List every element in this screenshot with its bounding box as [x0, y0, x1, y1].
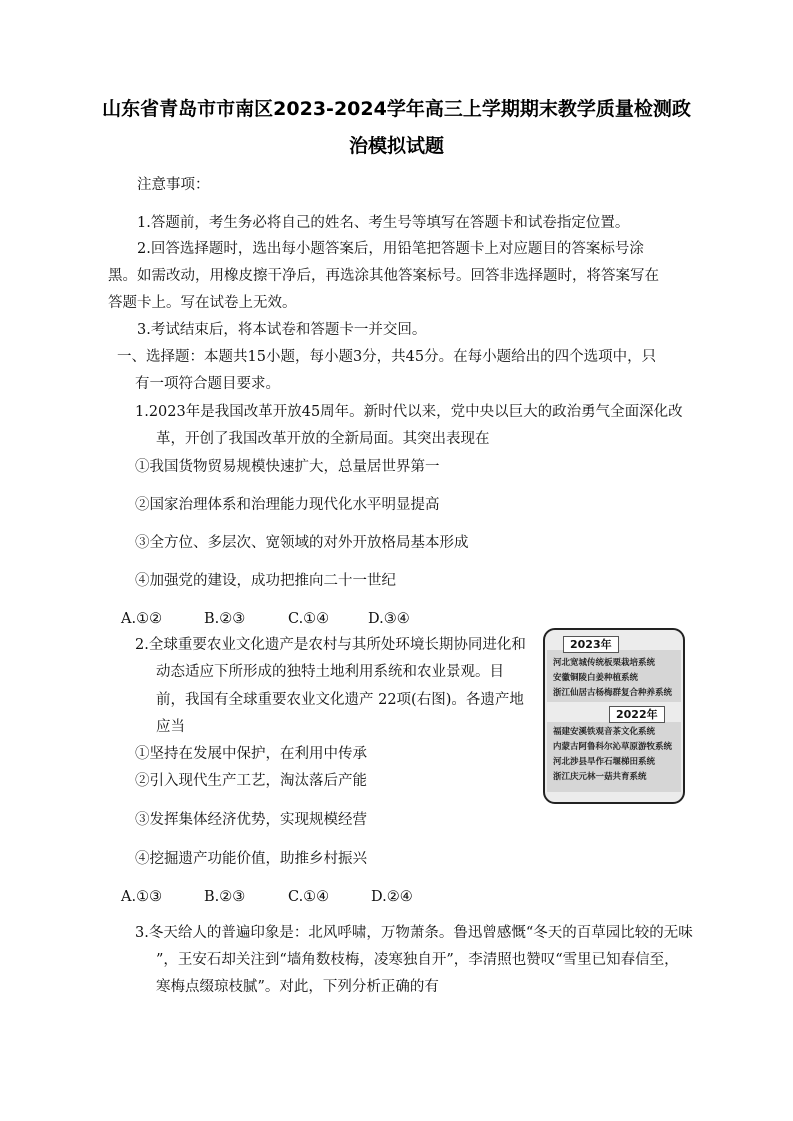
- section1-intro-line1: 一、选择题：本题共15小题，每小题3分，共45分。在每小题给出的四个选项中，只: [117, 349, 657, 365]
- q1-option-c[interactable]: C.①④: [288, 611, 330, 627]
- notice-item-1: 1.答题前，考生务必将自己的姓名、考生号等填写在答题卡和试卷指定位置。: [137, 215, 630, 231]
- q1-statement-2: ②国家治理体系和治理能力现代化水平明显提高: [135, 497, 440, 513]
- document-title-line2: 治模拟试题: [348, 135, 444, 157]
- figure-item: 浙江仙居古杨梅群复合种养系统: [553, 688, 673, 698]
- figure-item: 福建安溪铁观音茶文化系统: [553, 727, 656, 737]
- notice-item-2-line1: 2.回答选择题时，选出每小题答案后，用铅笔把答题卡上对应题目的答案标号涂: [137, 241, 644, 257]
- heritage-list-figure: [543, 628, 685, 804]
- q3-stem-line3: 寒梅点缀琼枝腻”。对此，下列分析正确的有: [156, 979, 439, 995]
- q1-statement-3: ③全方位、多层次、宽领域的对外开放格局基本形成: [135, 535, 469, 551]
- q1-option-a[interactable]: A.①②: [121, 611, 163, 627]
- figure-item: 浙江庆元林一菇共育系统: [553, 772, 647, 782]
- q2-option-d[interactable]: D.②④: [371, 889, 413, 905]
- q2-statement-1: ①坚持在发展中保护，在利用中传承: [135, 746, 367, 762]
- q2-statement-2: ②引入现代生产工艺，淘汰落后产能: [135, 773, 367, 789]
- figure-year-2023: 2023年: [563, 636, 619, 653]
- q2-option-b[interactable]: B.②③: [204, 889, 246, 905]
- notice-item-2-line2: 黑。如需改动，用橡皮擦干净后，再选涂其他答案标号。回答非选择题时，将答案写在: [108, 268, 659, 284]
- q2-statement-3: ③发挥集体经济优势，实现规模经营: [135, 812, 367, 828]
- section1-intro-line2: 有一项符合题目要求。: [135, 376, 280, 392]
- q2-stem-line4: 应当: [156, 719, 185, 735]
- notice-item-3: 3.考试结束后，将本试卷和答题卡一并交回。: [137, 322, 427, 338]
- figure-year-2022: 2022年: [609, 706, 665, 723]
- q1-statement-1: ①我国货物贸易规模快速扩大，总量居世界第一: [135, 459, 440, 475]
- q1-statement-4: ④加强党的建设，成功把推向二十一世纪: [135, 573, 396, 589]
- q3-stem-line2: ”，王安石却关注到“墙角数枝梅，凌寒独自开”，李清照也赞叹“雪里已知春信至，: [156, 952, 679, 968]
- q2-options: [121, 887, 413, 907]
- q2-option-a[interactable]: A.①③: [121, 889, 163, 905]
- figure-item: 内蒙古阿鲁科尔沁草原游牧系统: [553, 742, 673, 752]
- notice-item-2-line3: 答题卡上。写在试卷上无效。: [108, 295, 297, 311]
- q2-option-c[interactable]: C.①④: [288, 889, 330, 905]
- q2-stem-line2: 动态适应下所形成的独特土地利用系统和农业景观。目: [156, 664, 504, 680]
- document-title-line1: 山东省青岛市市南区2023-2024学年高三上学期期末教学质量检测政: [102, 98, 691, 120]
- q1-options: [121, 609, 410, 629]
- notice-heading: 注意事项：: [137, 177, 210, 193]
- figure-item: 河北涉县旱作石堰梯田系统: [553, 757, 656, 767]
- q1-option-d[interactable]: D.③④: [368, 611, 410, 627]
- q1-stem-line2: 革，开创了我国改革开放的全新局面。其突出表现在: [156, 431, 490, 447]
- figure-item: 安徽铜陵白姜种植系统: [553, 673, 639, 683]
- q2-stem-line3: 前，我国有全球重要农业文化遗产 22项(右图)。各遗产地: [156, 692, 524, 708]
- q2-statement-4: ④挖掘遗产功能价值，助推乡村振兴: [135, 851, 367, 867]
- q1-stem-line1: 1.2023年是我国改革开放45周年。新时代以来，党中央以巨大的政治勇气全面深化改: [135, 404, 683, 420]
- q2-stem-line1: 2.全球重要农业文化遗产是农村与其所处环境长期协同进化和: [135, 637, 526, 653]
- q3-stem-line1: 3.冬天给人的普遍印象是：北风呼啸，万物萧条。鲁迅曾感慨“冬天的百草园比较的无味: [135, 925, 693, 941]
- q1-option-b[interactable]: B.②③: [204, 611, 246, 627]
- figure-item: 河北宽城传统板栗栽培系统: [553, 658, 656, 668]
